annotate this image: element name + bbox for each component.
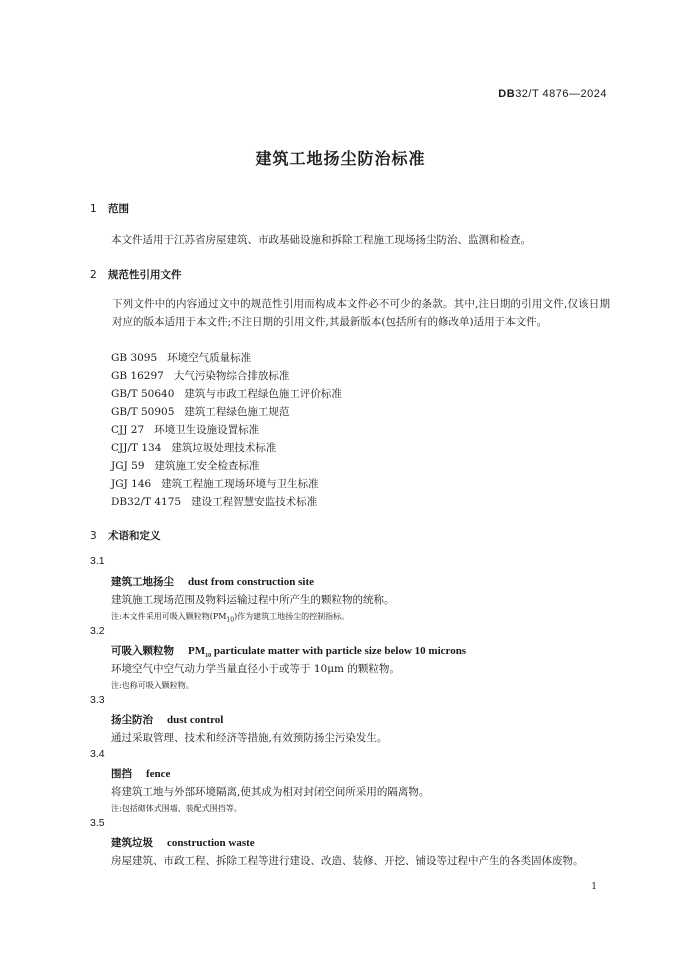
- reference-code: CJJ/T 134: [111, 442, 162, 454]
- reference-name: 建设工程智慧安监技术标准: [191, 496, 318, 508]
- section-3-heading: [90, 528, 161, 543]
- term-english: dust from construction site: [188, 576, 314, 588]
- reference-name: 环境空气质量标准: [167, 352, 252, 364]
- reference-name: 建筑施工安全检查标准: [154, 460, 260, 472]
- document-number: [498, 88, 607, 100]
- reference-code: GB 3095: [111, 352, 158, 364]
- reference-name: 建筑工程施工现场环境与卫生标准: [161, 478, 319, 490]
- reference-item: [111, 458, 260, 473]
- reference-name: 环境卫生设施设置标准: [154, 424, 260, 436]
- term-heading: [111, 643, 466, 659]
- reference-item: [111, 404, 289, 419]
- term-chinese: 可吸入颗粒物: [111, 645, 174, 657]
- reference-item: [111, 386, 342, 401]
- reference-code: DB32/T 4175: [111, 496, 182, 508]
- term-english-part: PM: [188, 645, 206, 657]
- reference-name: 大气污染物综合排放标准: [173, 370, 290, 382]
- term-number: 3.5: [90, 817, 105, 829]
- term-definition: 房屋建筑、市政工程、拆除工程等进行建设、改造、装修、开挖、铺设等过程中产生的各类固体废物。: [111, 855, 584, 867]
- term-english: fence: [146, 768, 171, 780]
- term-number: 3.3: [90, 694, 105, 706]
- doc-number-rest: 32/T 4876—2024: [515, 88, 607, 100]
- note-text: 注:本文件采用可吸入颗粒物(PM: [111, 612, 227, 621]
- reference-name: 建筑垃圾处理技术标准: [171, 442, 277, 454]
- term-heading: [111, 574, 314, 589]
- reference-code: GB/T 50905: [111, 406, 175, 418]
- term-english: construction waste: [167, 837, 255, 849]
- term-note: [111, 611, 349, 624]
- section-title: 范围: [108, 203, 129, 215]
- page-number: 1: [591, 882, 597, 892]
- term-number: 3.1: [90, 555, 105, 567]
- term-note: 注:包括砌体式围墙、装配式围挡等。: [111, 804, 242, 813]
- term-number: 3.2: [90, 625, 105, 637]
- reference-item: [111, 422, 259, 437]
- reference-item: [111, 476, 319, 491]
- term-number: 3.4: [90, 748, 105, 760]
- reference-name: 建筑与市政工程绿色施工评价标准: [184, 388, 342, 400]
- reference-name: 建筑工程绿色施工规范: [184, 406, 290, 418]
- section-2-heading: [90, 267, 182, 282]
- reference-item: [111, 350, 251, 365]
- section-2-text: [90, 295, 610, 331]
- reference-code: GB 16297: [111, 370, 164, 382]
- term-heading: [111, 766, 170, 781]
- term-english-subscript: 10: [205, 653, 212, 660]
- reference-code: GB/T 50640: [111, 388, 175, 400]
- term-chinese: 扬尘防治: [111, 714, 153, 726]
- term-definition: 建筑施工现场范围及物料运输过程中所产生的颗粒物的统称。: [111, 594, 395, 606]
- term-definition: 将建筑工地与外部环境隔离,使其成为相对封闭空间所采用的隔离物。: [111, 786, 430, 798]
- page-title: 建筑工地扬尘防治标准: [255, 149, 426, 168]
- term-english: [188, 645, 467, 660]
- section-1-heading: [90, 201, 129, 216]
- section-title: 术语和定义: [108, 530, 161, 542]
- section-number: 1: [90, 203, 97, 215]
- term-chinese: 建筑工地扬尘: [111, 576, 174, 588]
- section-number: 2: [90, 269, 97, 281]
- term-heading: [111, 835, 255, 850]
- doc-prefix: DB: [498, 88, 516, 100]
- term-chinese: 建筑垃圾: [111, 837, 153, 849]
- term-definition: 通过采取管理、技术和经济等措施,有效预防扬尘污染发生。: [111, 732, 388, 744]
- reference-code: CJJ 27: [111, 424, 145, 436]
- reference-item: [111, 440, 276, 455]
- term-chinese: 围挡: [111, 768, 132, 780]
- section-title: 规范性引用文件: [108, 269, 182, 281]
- note-text: )作为建筑工地扬尘的控制指标。: [234, 612, 350, 621]
- section-1-text: 本文件适用于江苏省房屋建筑、市政基础设施和拆除工程施工现场扬尘防治、监测和检查。: [111, 234, 531, 246]
- term-heading: [111, 712, 223, 727]
- note-subscript: 10: [226, 616, 235, 624]
- reference-code: JGJ 146: [111, 478, 152, 490]
- reference-code: JGJ 59: [111, 460, 145, 472]
- term-english-part: particulate matter with particle size below 10 microns: [211, 645, 467, 657]
- section-2-paragraph: 下列文件中的内容通过文中的规范性引用而构成本文件必不可少的条款。其中,注日期的引用文件,仅该日期对应的版本适用于本文件;不注日期的引用文件,其最新版本(包括所有的修改单)适用于本文件。: [112, 298, 610, 328]
- term-note: 注:也称可吸入颗粒物。: [111, 681, 194, 690]
- term-definition: 环境空气中空气动力学当量直径小于或等于 10μm 的颗粒物。: [111, 663, 400, 675]
- section-number: 3: [90, 530, 97, 542]
- reference-item: [111, 494, 317, 509]
- term-english: dust control: [167, 714, 224, 726]
- reference-item: [111, 368, 289, 383]
